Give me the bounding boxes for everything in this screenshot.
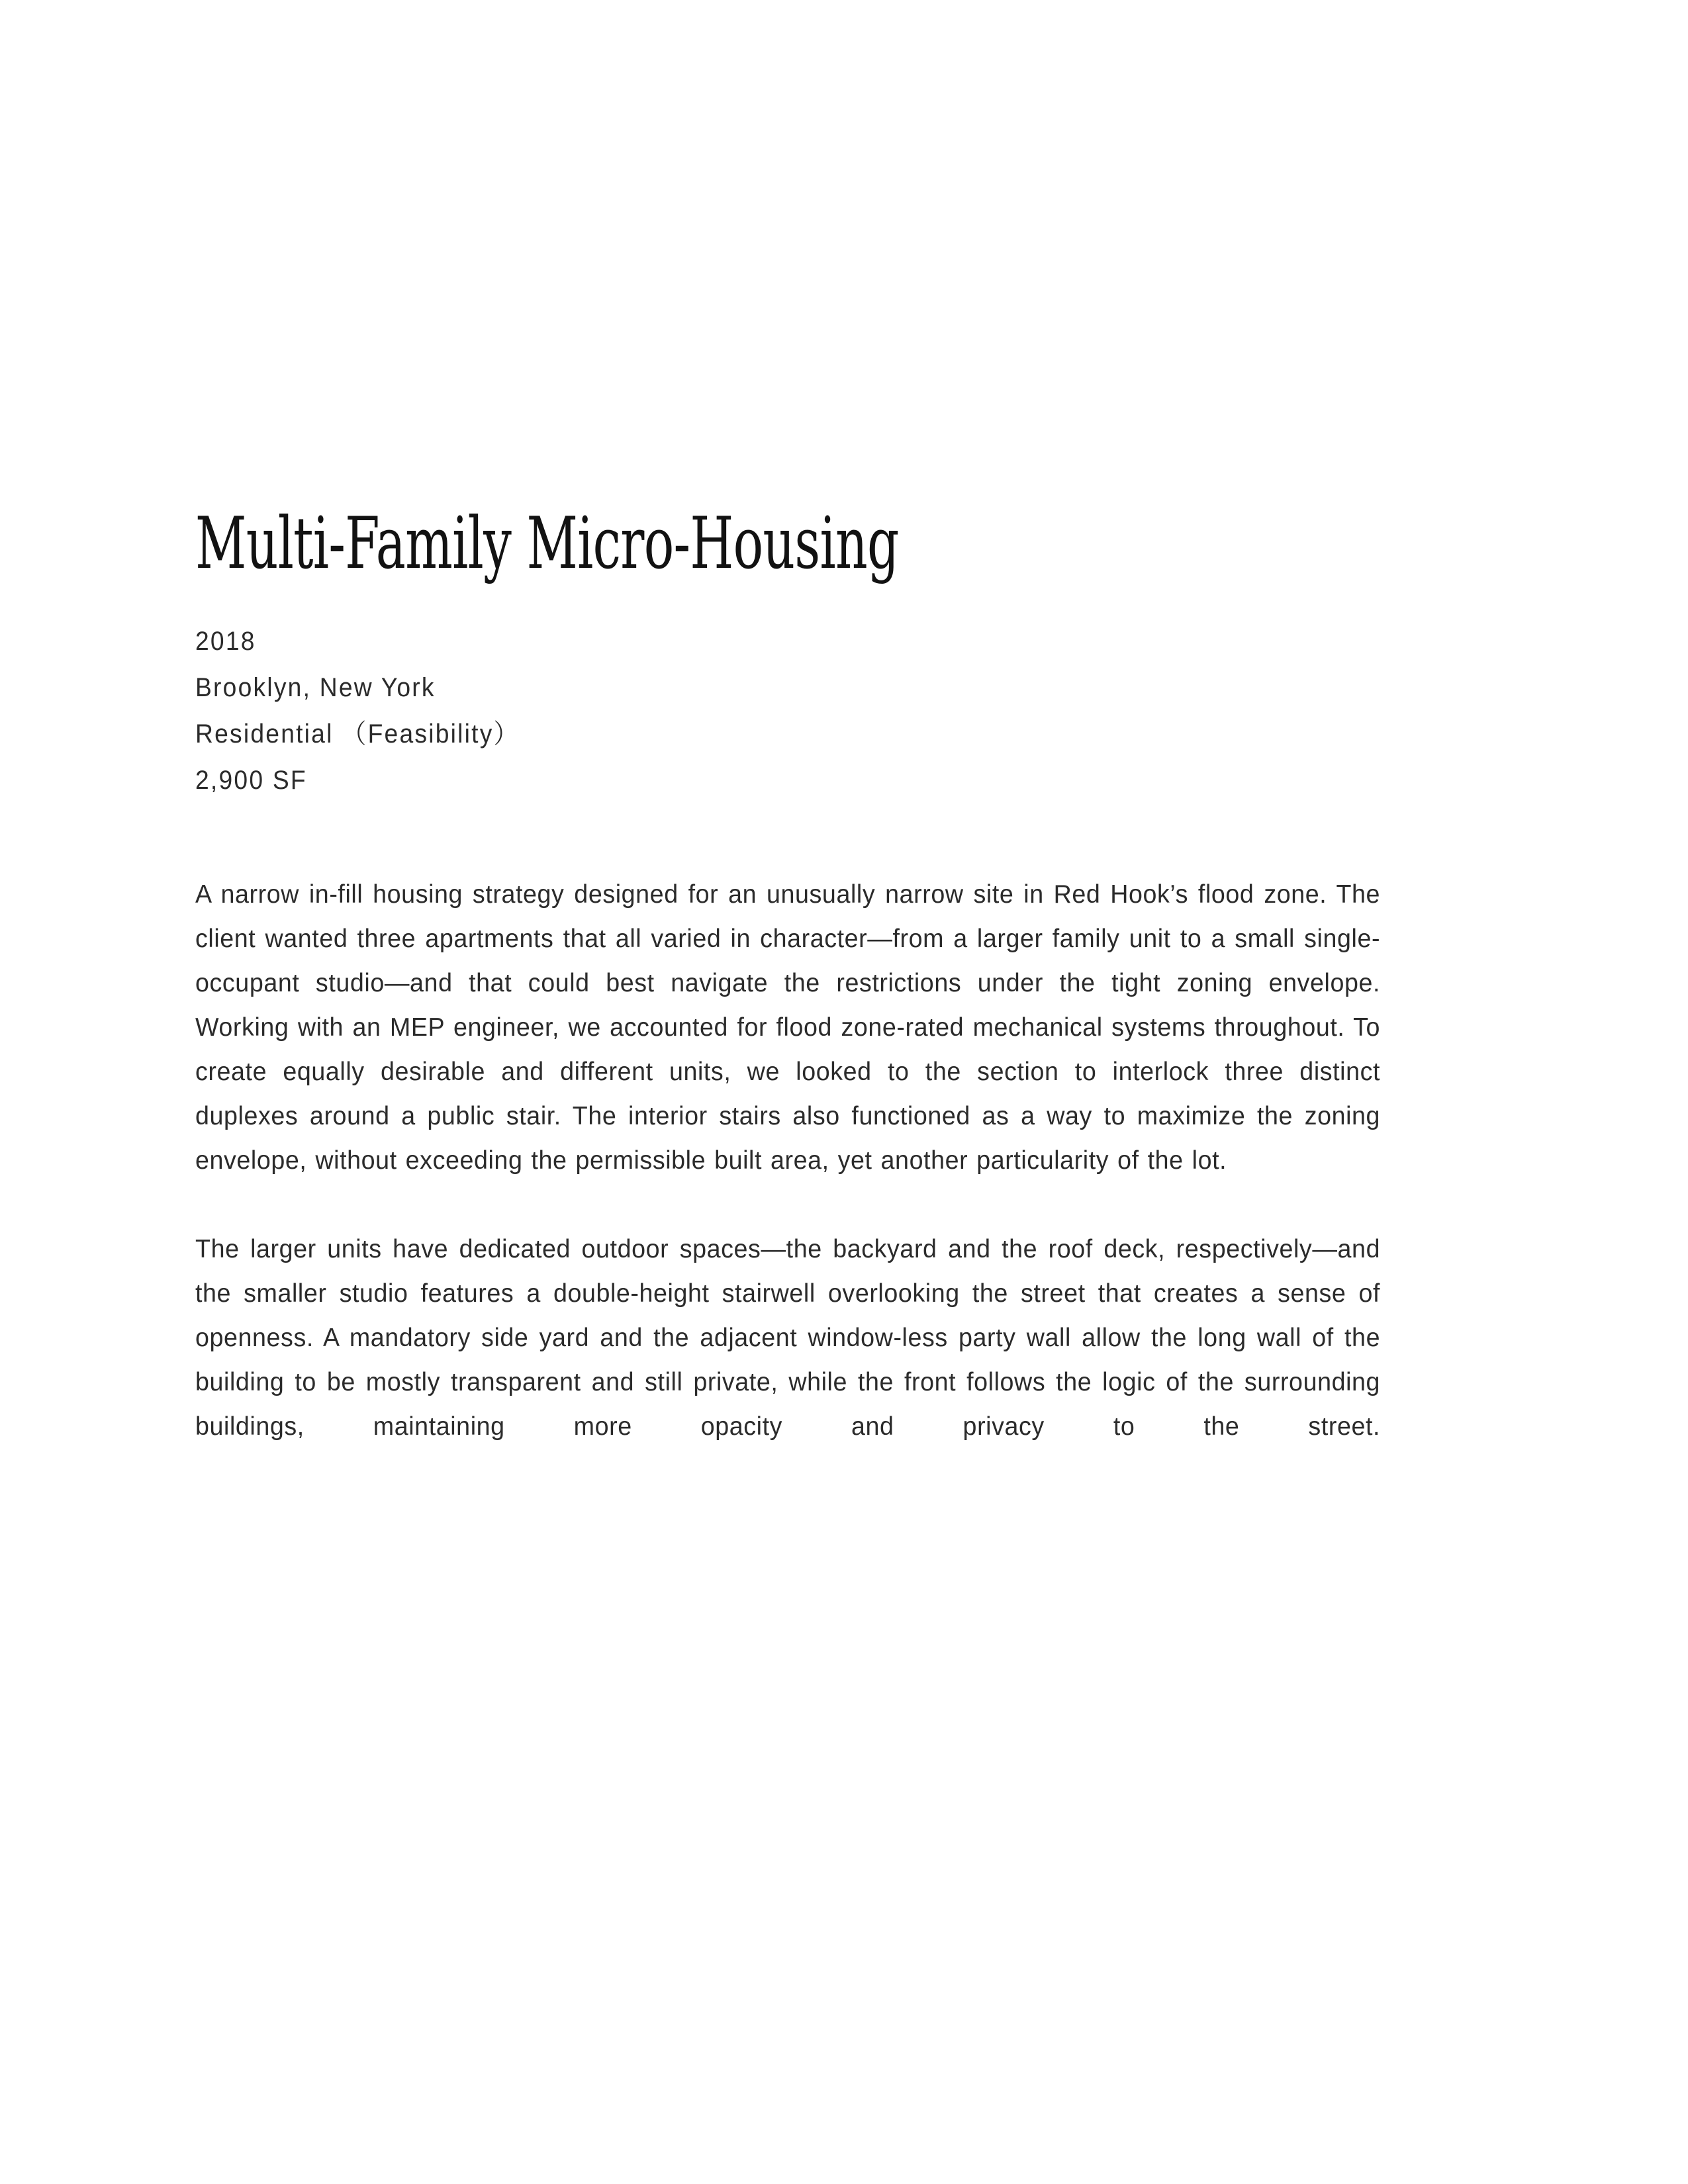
description-paragraph-1: A narrow in-fill housing strategy designed for an unusually narrow site in Red Hook’s flood zone. The client wanted three apartments that all varied in character—from a larger family unit to a small single-occupant studio—and that could best navigate the restrictions under the tight zoning envelope. Working with an MEP engineer, we accounted for flood zone-rated mechanical systems throughout. To create equally desirable and different units, we looked to the section to interlock three distinct duplexes around a public stair. The interior stairs also functioned as a way to maximize the zoning envelope, without exceeding the permissible built area, yet another particularity of the lot. — [195, 880, 1381, 1175]
project-metadata — [195, 580, 1423, 803]
metadata-area: 2,900 SF — [195, 766, 307, 795]
metadata-program: Residential （Feasibility） — [195, 719, 520, 749]
page-title: Multi-Family Micro-Housing — [195, 502, 899, 585]
metadata-year: 2018 — [195, 627, 256, 656]
metadata-location: Brooklyn, New York — [195, 673, 436, 702]
description-paragraph-2: The larger units have dedicated outdoor spaces—the backyard and the roof deck, respectively—and the smaller studio features a double-height stairwell overlooking the street that creates a sense of openness. A mandatory side yard and the adjacent window-less party wall allow the long wall of the building to be mostly transparent and still private, while the front follows the logic of the surrounding buildings, maintaining more opacity and privacy to the street. — [195, 1235, 1381, 1441]
project-description — [195, 803, 1423, 1493]
page-content — [195, 0, 1423, 1493]
